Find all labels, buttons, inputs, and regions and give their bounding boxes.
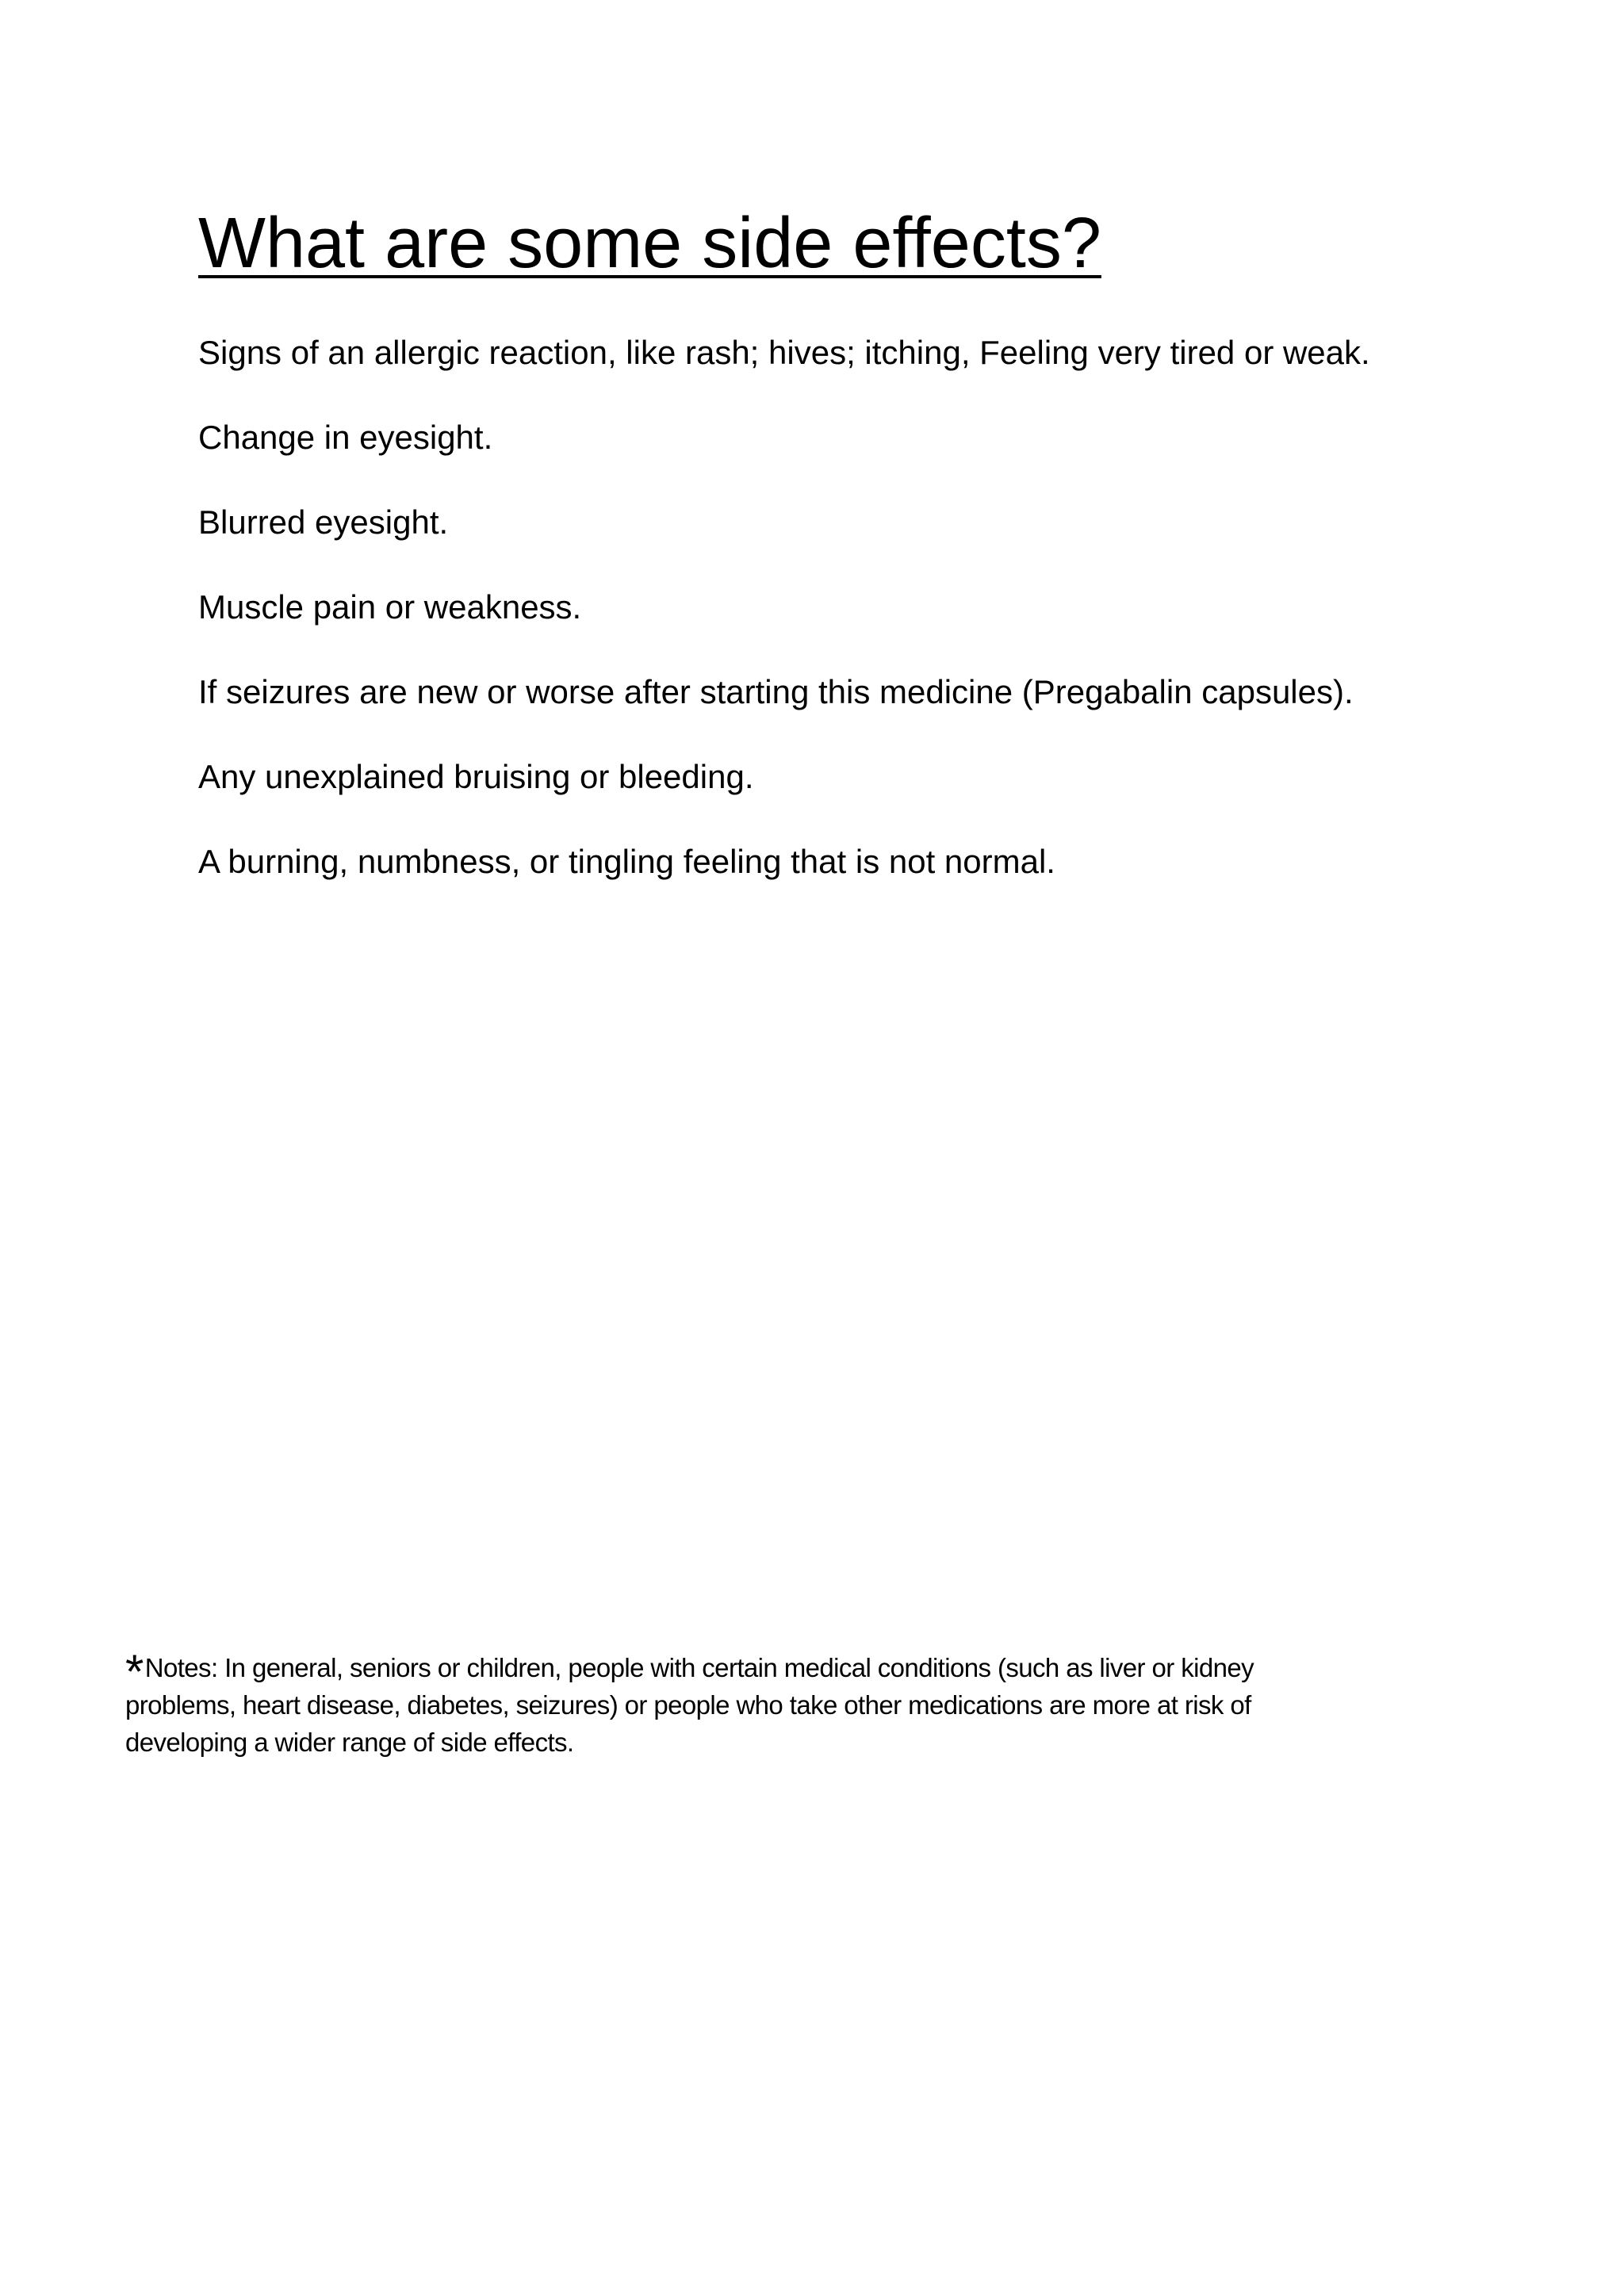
side-effect-bruising: Any unexplained bruising or bleeding. xyxy=(198,758,754,795)
page-title: What are some side effects? xyxy=(198,204,1101,283)
side-effect-blurred-eyesight: Blurred eyesight. xyxy=(198,503,449,541)
footnote xyxy=(125,1645,1362,1761)
footnote-asterisk: * xyxy=(125,1645,144,1698)
side-effects-list xyxy=(198,323,1594,917)
side-effect-eyesight-change: Change in eyesight. xyxy=(198,419,493,456)
side-effect-seizures: If seizures are new or worse after starting this medicine (Pregabalin capsules). xyxy=(198,673,1354,710)
footnote-text: Notes: In general, seniors or children, people with certain medical conditions (such as liver or kidney problems, heart disease, diabetes, seizures) or people who take other medications are more at risk of developing a wider range of side effects. xyxy=(125,1653,1254,1757)
side-effect-muscle-pain: Muscle pain or weakness. xyxy=(198,588,582,626)
side-effect-burning-numbness: A burning, numbness, or tingling feeling that is not normal. xyxy=(198,843,1055,880)
side-effect-allergic-reaction: Signs of an allergic reaction, like rash; hives; itching, Feeling very tired or weak. xyxy=(198,334,1370,371)
